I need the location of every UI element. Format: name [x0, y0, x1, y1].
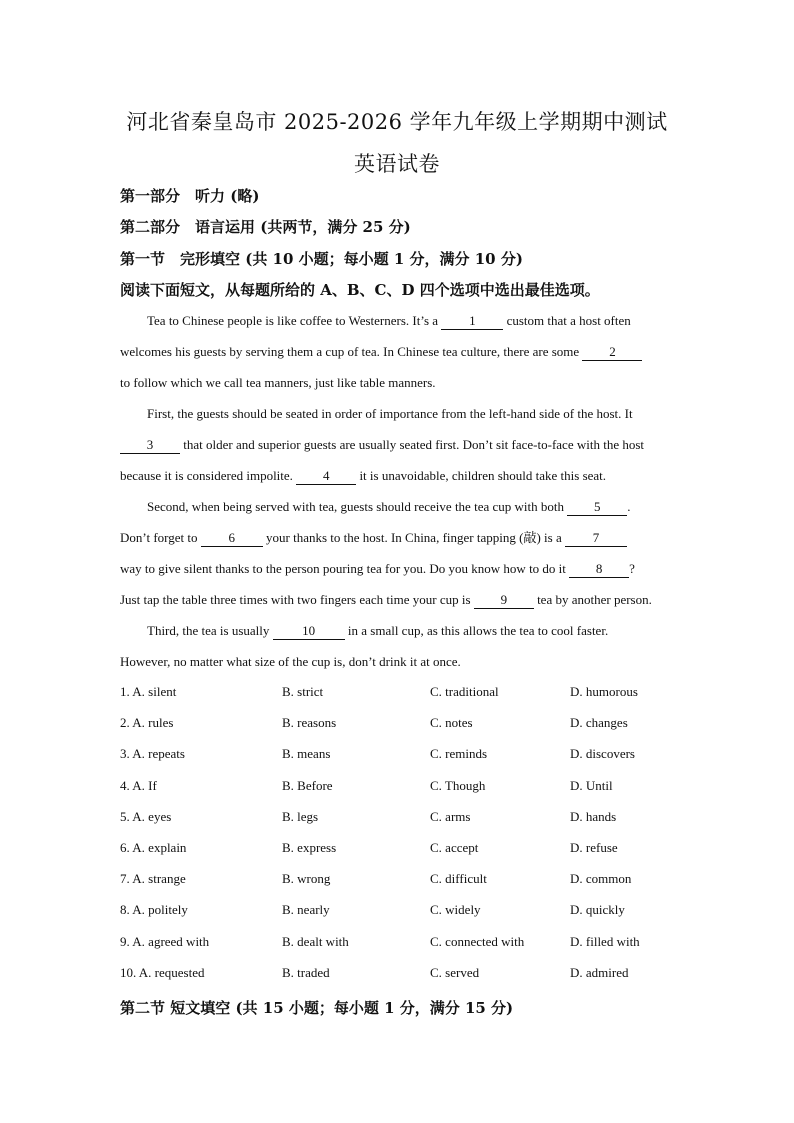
option-a[interactable]: 8. A. politely: [120, 902, 188, 918]
option-a[interactable]: 4. A. If: [120, 777, 157, 793]
option-a[interactable]: 7. A. strange: [120, 871, 186, 887]
option-b[interactable]: B. nearly: [282, 902, 330, 918]
option-b[interactable]: B. traded: [282, 964, 330, 980]
option-c[interactable]: C. arms: [430, 808, 471, 824]
option-a[interactable]: 5. A. eyes: [120, 808, 172, 824]
option-a[interactable]: 3. A. repeats: [120, 746, 185, 762]
answer-blank-10: 10: [273, 623, 345, 640]
option-d[interactable]: D. hands: [570, 808, 617, 824]
answer-blank-6: 6: [201, 530, 263, 547]
option-c[interactable]: C. traditional: [430, 684, 499, 699]
option-c[interactable]: C. widely: [430, 902, 481, 918]
passage-text: to follow which we call tea manners, just like table manners.: [120, 375, 436, 390]
page-title: 河北省秦皇岛市 2025-2026 学年九年级上学期期中测试: [126, 110, 668, 134]
option-row-2: [120, 715, 680, 746]
answer-blank-8: 8: [569, 561, 629, 578]
passage-text: Second, when being served with tea, guests should receive the tea cup with both: [147, 499, 564, 514]
section1-heading: 第一节 完形填空 (共 10 小题；每小题 1 分，满分 10 分): [120, 250, 523, 268]
option-c[interactable]: C. Though: [430, 777, 486, 793]
option-row-10: [120, 965, 680, 996]
option-row-7: [120, 871, 680, 902]
option-b[interactable]: B. express: [282, 839, 337, 855]
option-d[interactable]: D. admired: [570, 964, 629, 980]
answer-blank-7: 7: [565, 530, 627, 547]
answer-blank-1: 1: [441, 313, 503, 330]
answer-blank-9: 9: [474, 592, 534, 609]
option-d[interactable]: D. humorous: [570, 684, 638, 699]
passage-text: tea by another person.: [537, 592, 652, 607]
answer-blank-5: 5: [567, 499, 627, 516]
page-subtitle: 英语试卷: [354, 152, 440, 176]
option-b[interactable]: B. wrong: [282, 871, 331, 887]
option-d[interactable]: D. changes: [570, 715, 628, 731]
answer-blank-4: 4: [296, 468, 356, 485]
option-a[interactable]: 1. A. silent: [120, 684, 177, 699]
passage-text: First, the guests should be seated in order of importance from the left-hand side of the host. It: [147, 406, 633, 421]
option-d[interactable]: D. filled with: [570, 933, 640, 949]
option-row-8: [120, 902, 680, 933]
cloze-passage: Tea to Chinese people is like coffee to Westerners. It’s a 1 custom that a host often welcomes his guests by serving them a cup of tea. In Chinese tea culture, there are some 2 to follow which we call tea manners, just like table manners. First, the guests should be seated in order of importance from the left-hand side of the host. It 3 that older and superior guests are usually seated first. Don’t sit face-to-face with the host because it is considered impolite. 4 it is unavoidable, children should take this seat. Second, when being served with tea, guests should receive the tea cup with both 5 . Don’t forget to 6 your thanks to the host. In China, finger tapping (敲) is a 7 way to give silent thanks to the person pouring tea for you. Do you know how to do it 8 ? Just tap the table three times with two fingers each time your cup is 9 tea by another person. Third, the tea is usually 10 in a small cup, as this allows the tea to cool faster. However, no matter what size of the cup is, don’t drink it at once.: [120, 313, 652, 669]
option-c[interactable]: C. notes: [430, 715, 473, 731]
option-a[interactable]: 10. A. requested: [120, 964, 205, 980]
option-c[interactable]: C. reminds: [430, 746, 488, 762]
answer-blank-2: 2: [582, 344, 642, 361]
option-row-9: [120, 934, 680, 965]
section2-heading: 第二节 短文填空 (共 15 小题；每小题 1 分，满分 15 分): [120, 999, 514, 1017]
option-c[interactable]: C. accept: [430, 839, 479, 855]
passage-text: way to give silent thanks to the person pouring tea for you. Do you know how to do it: [120, 561, 566, 576]
option-d[interactable]: D. discovers: [570, 746, 635, 762]
option-d[interactable]: D. Until: [570, 777, 613, 793]
option-a[interactable]: 9. A. agreed with: [120, 933, 210, 949]
passage-text: Just tap the table three times with two fingers each time your cup is: [120, 592, 471, 607]
option-b[interactable]: B. reasons: [282, 715, 337, 731]
passage-text: custom that a host often: [506, 313, 631, 328]
option-b[interactable]: B. strict: [282, 684, 324, 699]
option-row-1: [120, 684, 680, 715]
option-b[interactable]: B. legs: [282, 808, 319, 824]
passage-text: because it is considered impolite.: [120, 468, 293, 483]
instruction-text: 阅读下面短文，从每题所给的 A、B、C、D 四个选项中选出最佳选项。: [120, 281, 600, 299]
option-c[interactable]: C. difficult: [430, 871, 487, 887]
option-a[interactable]: 2. A. rules: [120, 715, 174, 731]
option-b[interactable]: B. dealt with: [282, 933, 349, 949]
passage-text: Don’t forget to: [120, 530, 198, 545]
passage-text: welcomes his guests by serving them a cup of tea. In Chinese tea culture, there are some: [120, 344, 580, 359]
passage-text: your thanks to the host. In China, finger tapping (敲) is a: [266, 530, 562, 545]
option-d[interactable]: D. refuse: [570, 839, 618, 855]
passage-text: it is unavoidable, children should take this seat.: [359, 468, 607, 483]
passage-text: Tea to Chinese people is like coffee to Westerners. It’s a: [147, 313, 439, 328]
answer-blank-3: 3: [120, 437, 180, 454]
passage-text: that older and superior guests are usually seated first. Don’t sit face-to-face with the host: [183, 437, 645, 452]
option-a[interactable]: 6. A. explain: [120, 839, 187, 855]
option-d[interactable]: D. quickly: [570, 902, 625, 918]
option-row-4: [120, 778, 680, 809]
passage-text: However, no matter what size of the cup is, don’t drink it at once.: [120, 654, 461, 669]
part2-heading: 第二部分 语言运用 (共两节，满分 25 分): [120, 218, 411, 236]
passage-text: Third, the tea is usually: [147, 623, 270, 638]
option-c[interactable]: C. served: [430, 964, 480, 980]
options-list: [120, 684, 680, 996]
passage-text: in a small cup, as this allows the tea to cool faster.: [347, 623, 609, 638]
option-c[interactable]: C. connected with: [430, 933, 525, 949]
option-row-6: [120, 840, 680, 871]
part1-heading: 第一部分 听力 (略): [120, 187, 260, 205]
option-row-3: [120, 746, 680, 777]
option-row-5: [120, 809, 680, 840]
option-b[interactable]: B. means: [282, 746, 331, 762]
option-d[interactable]: D. common: [570, 871, 632, 887]
option-b[interactable]: B. Before: [282, 777, 333, 793]
